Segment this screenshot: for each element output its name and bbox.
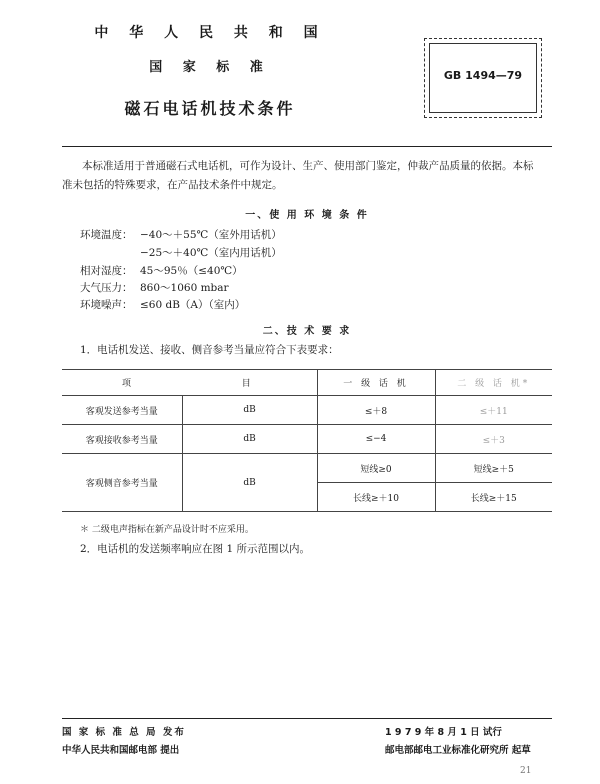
footer-proposer: 中华人民共和国邮电部 提出 xyxy=(62,745,180,756)
table-cell-grade1-long: 长线≥＋10 xyxy=(317,483,435,512)
requirement-item-2: 2．电话机的发送频率响应在图 1 所示范围以内。 xyxy=(80,543,311,555)
table-cell-item: 客观发送参考当量 xyxy=(62,396,182,425)
env-label: 相对湿度： xyxy=(80,265,133,277)
table-cell-grade2: ≤＋3 xyxy=(435,425,552,454)
page-number: 21 xyxy=(520,766,532,776)
table-cell-unit: dB xyxy=(182,425,317,454)
table-row xyxy=(62,425,552,454)
footer-issuer: 国 家 标 准 总 局 发布 xyxy=(62,727,186,738)
table-cell-item: 客观接收参考当量 xyxy=(62,425,182,454)
table-cell-unit: dB xyxy=(182,454,317,512)
table-cell-grade2: ≤＋11 xyxy=(435,396,552,425)
table-header-row xyxy=(62,370,552,396)
section-1-heading: 一、使 用 环 境 条 件 xyxy=(245,210,369,221)
section-2-heading: 二、技 术 要 求 xyxy=(262,326,352,337)
intro-line-2: 准未包括的特殊要求，在产品技术条件中规定。 xyxy=(62,179,283,191)
env-label: 环境温度： xyxy=(80,229,133,241)
table-cell-grade1-short: 短线≥0 xyxy=(317,454,435,483)
table-cell-unit: dB xyxy=(182,396,317,425)
table-header: 二 级 话 机* xyxy=(435,370,552,396)
table-header: 项 xyxy=(62,370,182,396)
footer-drafter: 邮电部邮电工业标准化研究所 起草 xyxy=(385,745,531,756)
table-cell-item: 客观侧音参考当量 xyxy=(62,454,182,512)
env-value: ≤60 dB（A）（室内） xyxy=(140,299,246,311)
table-cell-grade2-short: 短线≥＋5 xyxy=(435,454,552,483)
requirement-item-1: 1．电话机发送、接收、侧音参考当量应符合下表要求： xyxy=(80,344,339,356)
intro-line-1: 本标准适用于普通磁石式电话机，可作为设计、生产、使用部门鉴定，仲裁产品质量的依据。本标 xyxy=(82,160,534,172)
footer-rule xyxy=(62,718,552,719)
env-label: 大气压力： xyxy=(80,282,133,294)
header-standard-type: 国 家 标 准 xyxy=(149,60,271,75)
header-country: 中 华 人 民 共 和 国 xyxy=(94,25,326,41)
table-cell-grade1: ≤−4 xyxy=(317,425,435,454)
env-label: 环境噪声： xyxy=(80,299,133,311)
footer-issue-date: 1 9 7 9 年 8 月 1 日 试行 xyxy=(385,727,502,738)
table-cell-grade2-long: 长线≥＋15 xyxy=(435,483,552,512)
env-value: 860～1060 mbar xyxy=(140,282,229,294)
table-row xyxy=(62,454,552,483)
table-row xyxy=(62,396,552,425)
gb-code: GB 1494—79 xyxy=(443,69,523,82)
env-value: −25～＋40℃（室内用话机） xyxy=(140,247,282,259)
table-header: 目 xyxy=(182,370,317,396)
env-value: −40～＋55℃（室外用话机） xyxy=(140,229,282,241)
table-cell-grade1: ≤＋8 xyxy=(317,396,435,425)
header-rule xyxy=(62,146,552,147)
spec-table xyxy=(62,369,552,512)
env-value: 45～95％（≤40℃） xyxy=(140,265,243,277)
gb-code-box xyxy=(424,38,542,118)
table-footnote: ＊ 二级电声指标在新产品设计时不应采用。 xyxy=(80,525,254,535)
document-title: 磁石电话机技术条件 xyxy=(124,99,296,118)
table-header: 一 级 话 机 xyxy=(317,370,435,396)
